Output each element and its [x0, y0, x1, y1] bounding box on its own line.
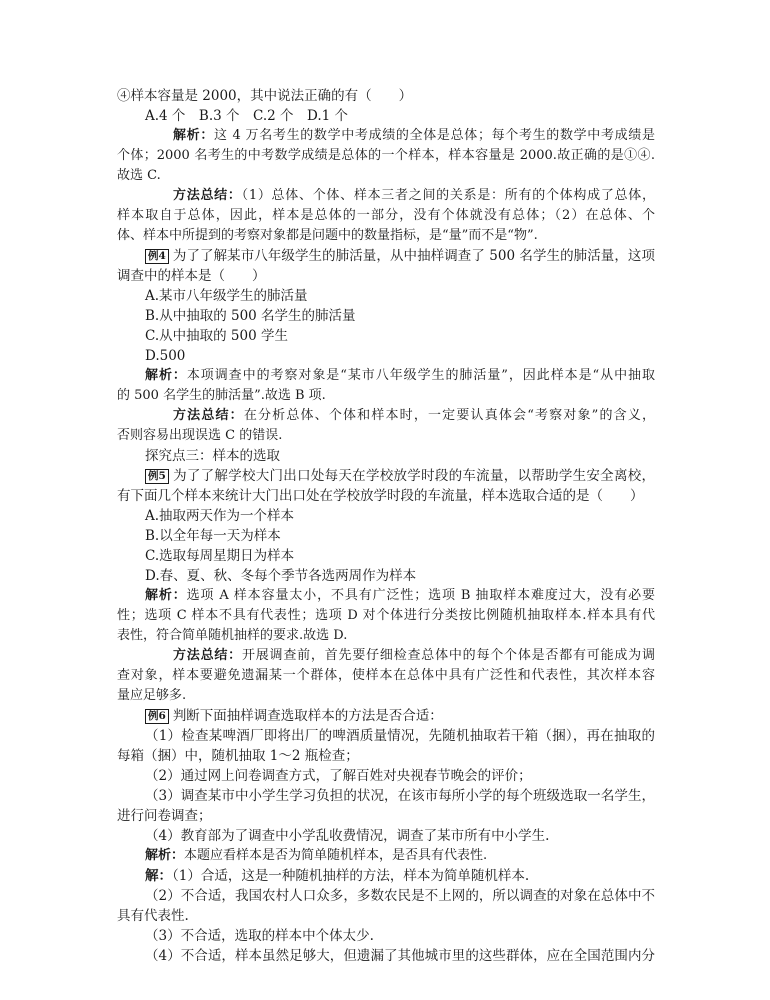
line-text: 否则容易出现误选 C 的错误. — [117, 428, 283, 443]
example-badge: 例4 — [145, 249, 169, 264]
section-label: 解析： — [145, 848, 185, 863]
line-text: C.从中抽取的 500 学生 — [145, 328, 288, 344]
line-text: 为了了解某市八年级学生的肺活量，从中抽样调查了 500 名学生的肺活量，这项 — [172, 248, 655, 264]
line-text: 这 4 万名考生的数学中考成绩的全体是总体；每个考生的数学中考成绩是 — [214, 128, 655, 143]
example-badge: 例5 — [145, 469, 169, 484]
line-text: B.以全年每一天为样本 — [145, 528, 281, 544]
line-text: （4）不合适，样本虽然足够大，但遗漏了其他城市里的这些群体，应在全国范围内分 — [145, 948, 655, 964]
section-label: 方法总结： — [173, 648, 242, 663]
line-text: （1）合适，这是一种随机抽样的方法，样本为简单随机样本. — [172, 868, 530, 884]
text-line — [117, 466, 655, 486]
text-line — [117, 706, 655, 726]
text-line — [117, 546, 655, 566]
text-line — [117, 386, 655, 406]
text-line — [117, 146, 655, 166]
text-line — [117, 826, 655, 846]
text-line — [117, 306, 655, 326]
line-text: 性；选项 C 样本不具有代表性；选项 D 对个体进行分类按比例随机抽取样本.样本具有代 — [117, 608, 655, 623]
line-text: （2）不合适，我国农村人口众多，多数农民是不上网的，所以调查的对象在总体中不 — [145, 888, 655, 904]
line-text: （1）总体、个体、样本三者之间的关系是：所有的个体构成了总体， — [241, 188, 655, 203]
section-label: 方法总结： — [173, 408, 244, 423]
text-line — [117, 886, 655, 906]
text-line — [117, 266, 655, 286]
text-line — [117, 326, 655, 346]
text-line — [117, 186, 655, 206]
section-label: 解析： — [145, 588, 187, 603]
line-text: 个体；2000 名考生的中考数学成绩是总体的一个样本，样本容量是 2000.故正确的是①④. — [117, 148, 655, 163]
line-text: 本题应看样本是否为简单随机样本，是否具有代表性. — [184, 848, 488, 863]
text-line — [117, 626, 655, 646]
section-label: 方法总结： — [173, 188, 242, 203]
line-text: 样本取自于总体，因此，样本是总体的一部分，没有个体就没有总体；（2）在总体、个 — [117, 208, 655, 223]
text-line — [117, 226, 655, 246]
text-line — [117, 566, 655, 586]
section-label: 解： — [145, 868, 172, 884]
line-text: 探究点三：样本的选取 — [145, 448, 280, 464]
text-line — [117, 166, 655, 186]
line-text: 选项 A 样本容量太小，不具有广泛性；选项 B 抽取样本难度过大，没有必要 — [186, 588, 655, 603]
text-line — [117, 806, 655, 826]
text-line — [117, 86, 655, 106]
line-text: D.500 — [145, 348, 186, 364]
line-text: C.选取每周星期日为样本 — [145, 548, 295, 564]
line-text: （1）检查某啤酒厂即将出厂的啤酒质量情况，先随机抽取若干箱（捆），再在抽取的 — [145, 728, 655, 744]
line-text: A.抽取两天作为一个样本 — [145, 508, 295, 524]
line-text: 每箱（捆）中，随机抽取 1～2 瓶检查； — [117, 748, 359, 764]
text-line — [117, 406, 655, 426]
text-line — [117, 926, 655, 946]
text-line — [117, 946, 655, 966]
line-text: 判断下面抽样调查选取样本的方法是否合适： — [172, 708, 443, 724]
text-line — [117, 246, 655, 266]
line-text: ④样本容量是 2000，其中说法正确的有（ ） — [117, 88, 413, 104]
line-text: 有下面几个样本来统计大门出口处在学校放学时段的车流量，样本选取合适的是（ ） — [117, 488, 644, 504]
text-line — [117, 686, 655, 706]
text-line — [117, 766, 655, 786]
line-text: D.春、夏、秋、冬每个季节各选两周作为样本 — [145, 568, 417, 584]
line-text: 在分析总体、个体和样本时，一定要认真体会“考察对象”的含义， — [243, 408, 655, 423]
line-text: 进行问卷调查； — [117, 808, 212, 824]
text-line — [117, 906, 655, 926]
text-line — [117, 366, 655, 386]
line-text: 开展调查前，首先要仔细检查总体中的每个个体是否都有可能成为调 — [241, 648, 655, 663]
line-text: A.某市八年级学生的肺活量 — [145, 288, 308, 304]
text-line — [117, 446, 655, 466]
line-text: 本项调查中的考察对象是“某市八年级学生的肺活量”，因此样本是“从中抽取 — [186, 368, 655, 383]
line-text: 的 500 名学生的肺活量”.故选 B 项. — [117, 388, 326, 403]
line-text: 表性，符合简单随机抽样的要求.故选 D. — [117, 628, 348, 643]
line-text: 调查中的样本是（ ） — [117, 268, 266, 284]
line-text: （3）不合适，选取的样本中个体太少. — [145, 928, 374, 944]
text-line — [117, 746, 655, 766]
line-text: 量应足够多. — [117, 688, 187, 703]
line-text: （2）通过网上问卷调查方式，了解百姓对央视春节晚会的评价； — [145, 768, 532, 784]
line-text: 故选 C. — [117, 168, 161, 183]
line-text: A.4 个 B.3 个 C.2 个 D.1 个 — [145, 108, 349, 124]
text-line — [117, 786, 655, 806]
text-line — [117, 526, 655, 546]
line-text: （3）调查某市中小学生学习负担的状况，在该市每所小学的每个班级选取一名学生， — [145, 788, 655, 804]
text-line — [117, 126, 655, 146]
line-text: 查对象，样本要避免遗漏某一个群体，使样本在总体中具有广泛性和代表性，其次样本容 — [117, 668, 655, 683]
text-line — [117, 606, 655, 626]
line-text: （4）教育部为了调查中小学乱收费情况，调查了某市所有中小学生. — [145, 828, 550, 844]
text-line — [117, 286, 655, 306]
text-line — [117, 586, 655, 606]
text-line — [117, 426, 655, 446]
text-line — [117, 106, 655, 126]
text-line — [117, 866, 655, 886]
text-line — [117, 206, 655, 226]
text-line — [117, 506, 655, 526]
line-text: B.从中抽取的 500 名学生的肺活量 — [145, 308, 356, 324]
line-text: 具有代表性. — [117, 908, 189, 924]
text-line — [117, 726, 655, 746]
section-label: 解析： — [145, 368, 187, 383]
text-line — [117, 346, 655, 366]
text-line — [117, 666, 655, 686]
section-label: 解析： — [173, 128, 215, 143]
line-text: 体、样本中所提到的考察对象都是问题中的数量指标，是“量”而不是“物”. — [117, 228, 538, 243]
document-body — [117, 86, 655, 966]
text-line — [117, 646, 655, 666]
line-text: 为了了解学校大门出口处每天在学校放学时段的车流量，以帮助学生安全离校， — [172, 468, 655, 484]
text-line — [117, 846, 655, 866]
text-line — [117, 486, 655, 506]
example-badge: 例6 — [145, 709, 169, 724]
